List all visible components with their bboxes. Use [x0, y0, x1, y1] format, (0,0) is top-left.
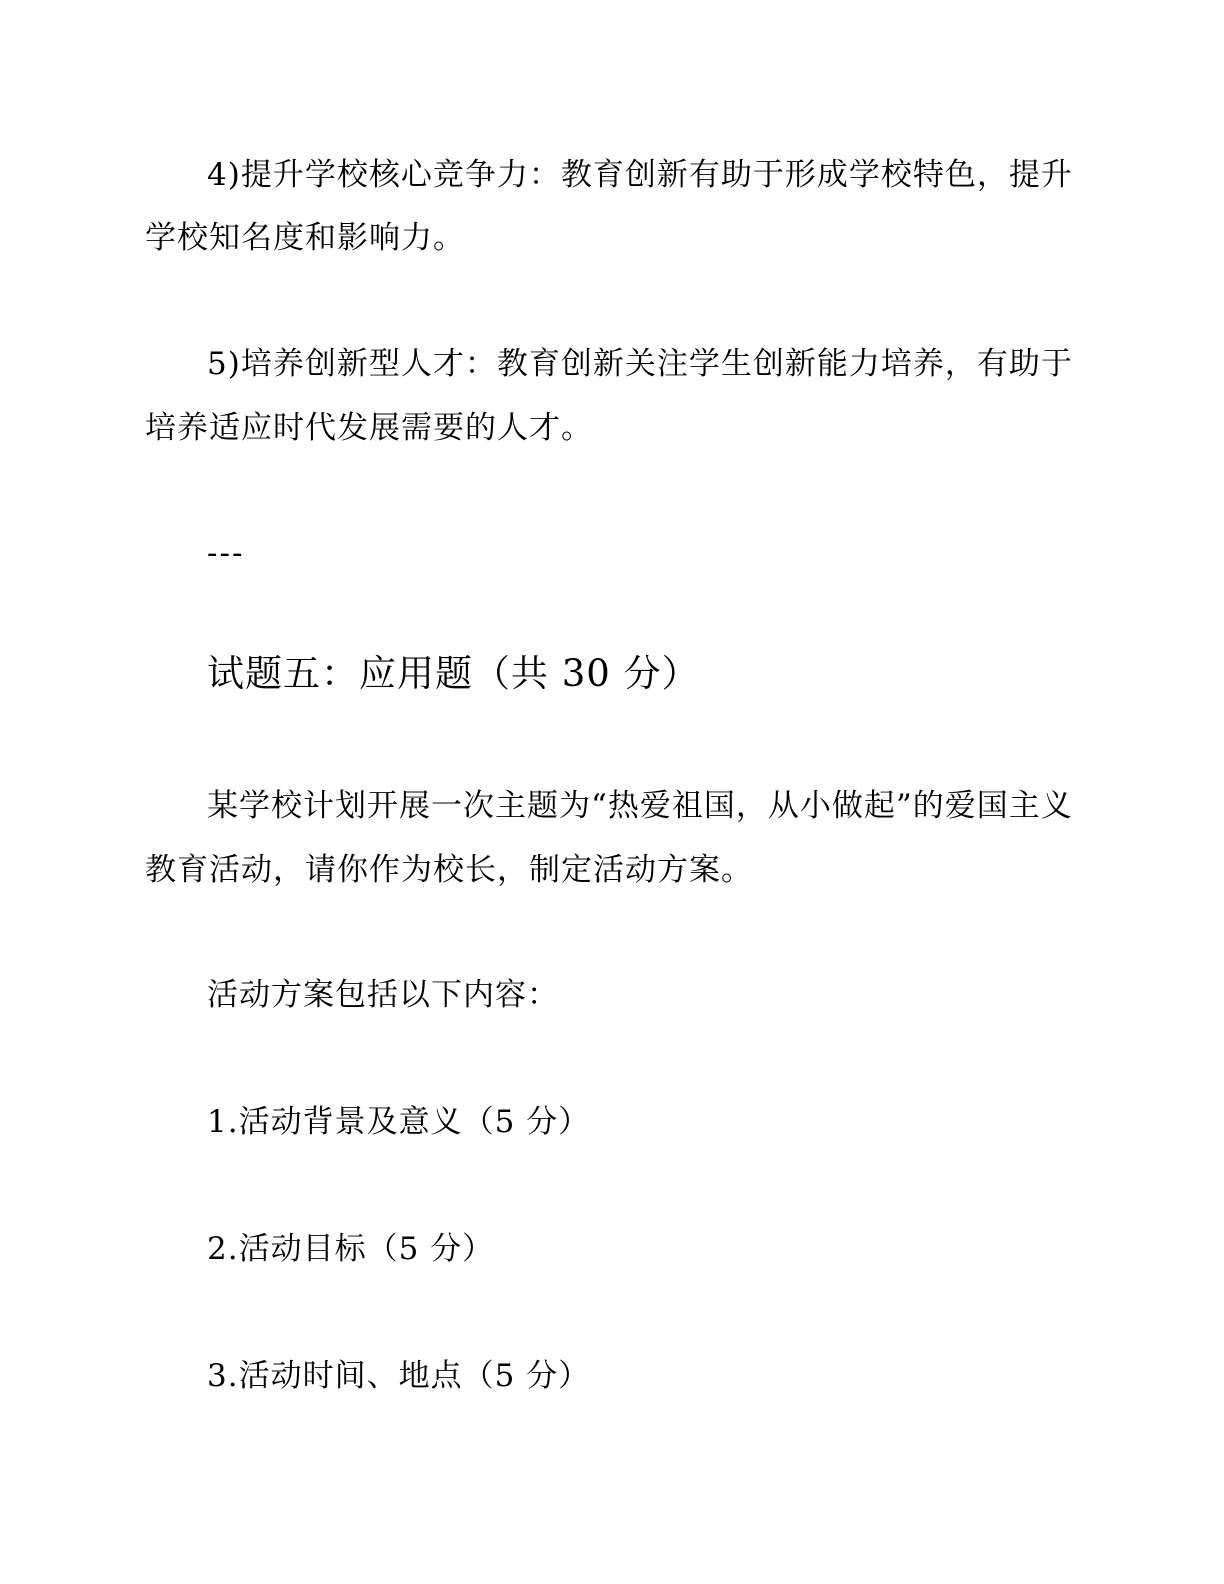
paragraph-5-line-2: 培养适应时代发展需要的人才。 [145, 410, 593, 446]
question-line-1: 某学校计划开展一次主题为“热爱祖国，从小做起”的爱国主义 [207, 788, 1073, 824]
list-item: 2.活动目标（5 分） [207, 1231, 495, 1267]
intro-text: 活动方案包括以下内容： [207, 977, 559, 1013]
paragraph-4-line-2: 学校知名度和影响力。 [145, 220, 465, 256]
paragraph-5-line-1: 5)培养创新型人才：教育创新关注学生创新能力培养，有助于 [207, 346, 1073, 382]
question-line-2: 教育活动，请你作为校长，制定活动方案。 [145, 852, 753, 888]
separator: --- [207, 535, 245, 571]
section-heading: 试题五：应用题（共 30 分） [207, 652, 700, 695]
list-item: 3.活动时间、地点（5 分） [207, 1358, 591, 1394]
paragraph-4-line-1: 4)提升学校核心竞争力：教育创新有助于形成学校特色，提升 [207, 157, 1073, 193]
list-item: 1.活动背景及意义（5 分） [207, 1104, 591, 1140]
